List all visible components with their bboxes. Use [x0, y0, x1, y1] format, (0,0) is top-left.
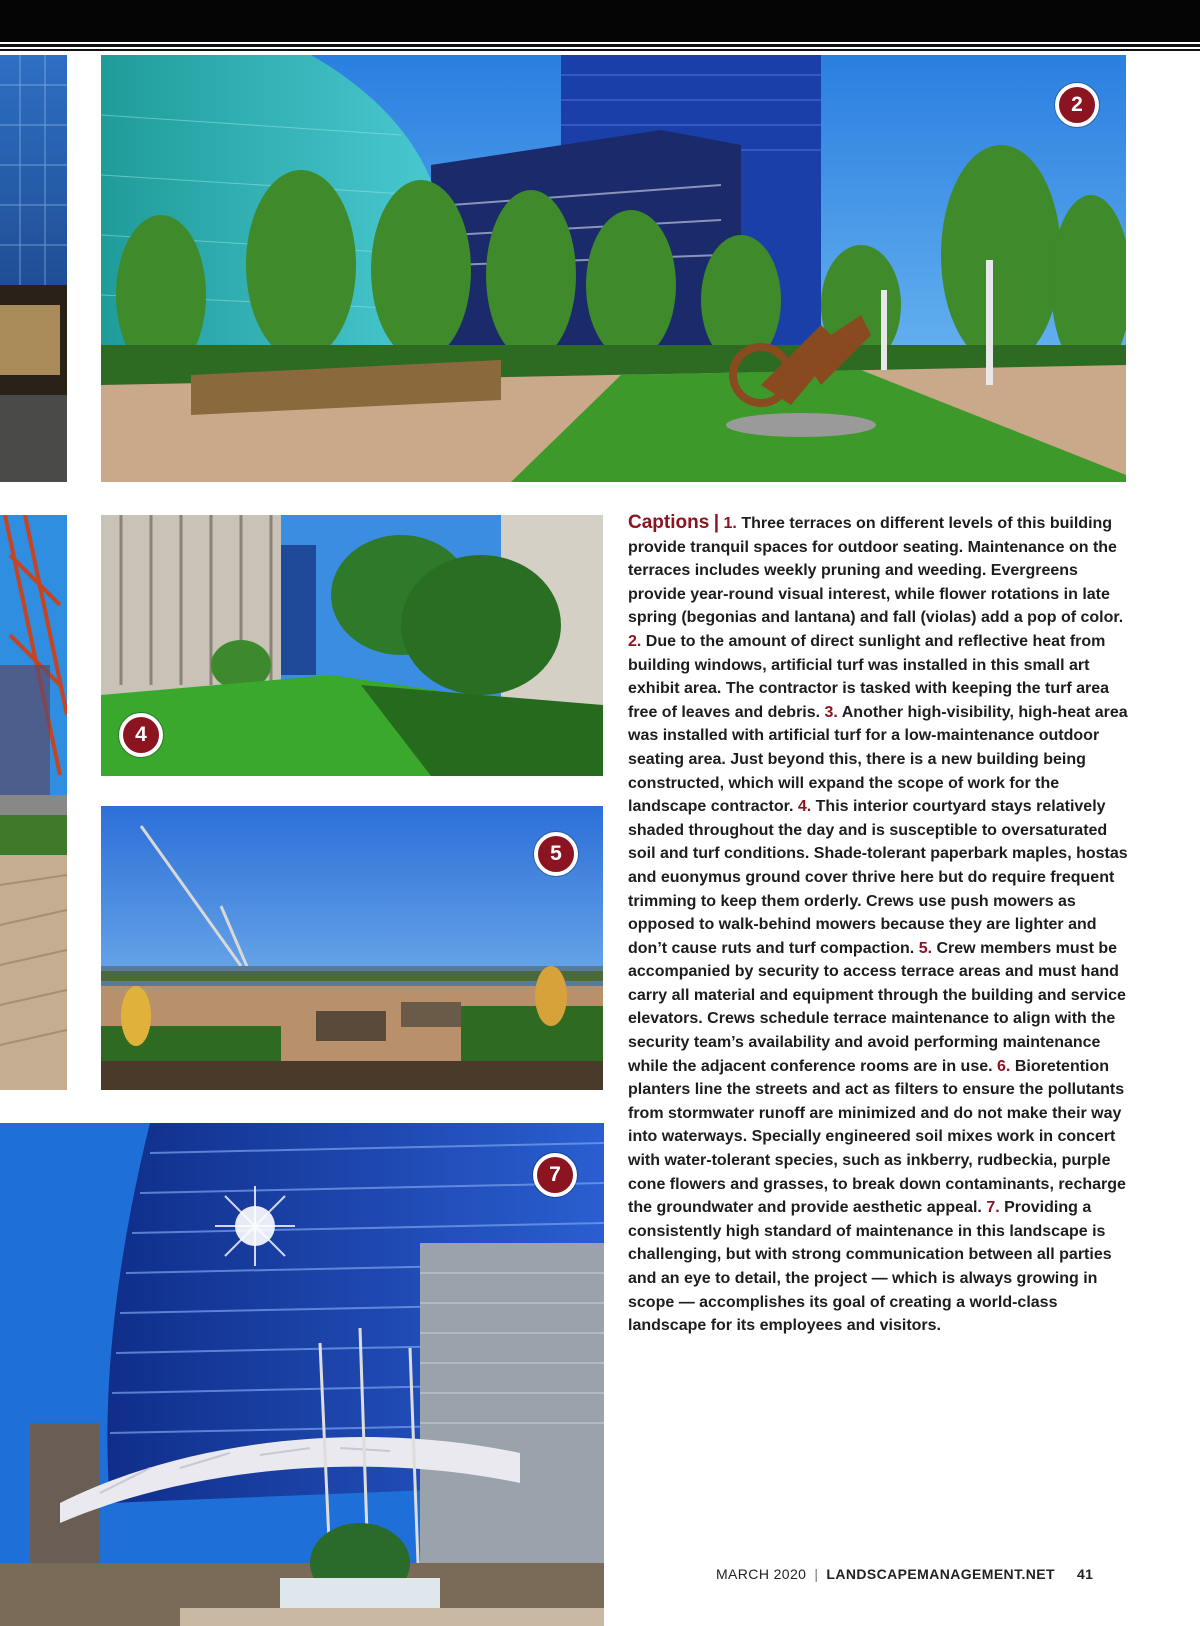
photo-number-badge: 7	[533, 1153, 577, 1197]
header-rule-thin	[0, 49, 1200, 51]
photo-left-edge-top	[0, 55, 67, 482]
photo-rooftop-terrace	[101, 806, 603, 1090]
website-link[interactable]: LANDSCAPEMANAGEMENT.NET	[826, 1566, 1055, 1582]
page-footer	[716, 1566, 1093, 1582]
captions-text-block	[628, 511, 1128, 1338]
photo-office-tower-entrance	[0, 1123, 604, 1626]
caption-text: Providing a consistently high standard of maintenance in this landscape is challenging, but with strong communication between all parties and an eye to detail, the project — which is always growing in scope — accomplishes its goal of creating a world-class landscape for its employees and visitors.	[628, 1199, 1112, 1335]
caption-number: 3.	[824, 703, 838, 721]
caption-text: Bioretention planters line the streets and act as filters to ensure the pollutants from stormwater runoff are minimized and do not make their way into waterways. Specially engineered soil mixes work in concert with water-tolerant species, such as inkberry, rudbeckia, purple cone flowers and grasses, to break down contaminants, recharge the groundwater and provide aesthetic appeal.	[628, 1057, 1126, 1217]
caption-text: Crew members must be accompanied by security to access terrace areas and must hand carry all material and equipment through the building and service elevators. Crews schedule terrace maintenance to align with the security team’s availability and avoid performing maintenance while the adjacent conference rooms are in use.	[628, 939, 1126, 1075]
caption-number: 4.	[797, 798, 812, 816]
footer-separator: |	[814, 1566, 819, 1582]
page-number: 41	[1076, 1566, 1094, 1582]
caption-number: 2.	[628, 632, 642, 650]
caption-text: This interior courtyard stays relatively shaded throughout the day and is susceptible to oversaturated soil and turf conditions. Shade-tolerant paperbark maples, hostas and euonymus ground cover thrive here but do require frequent trimming to keep them orderly. Crews use push mowers as opposed to walk-behind mowers because they are lighter and don’t cause ruts and turf compaction.	[628, 798, 1128, 957]
caption-text: Another high-visibility, high-heat area was installed with artificial turf for a low-maintenance outdoor seating area. Just beyond this, there is a new building being constructed, which will expand the scope of work for the landscape contractor.	[628, 703, 1128, 816]
caption-text: Due to the amount of direct sunlight and reflective heat from building windows, artificial turf was installed in this small art exhibit area. The contractor is tasked with keeping the turf area free of leaves and debris.	[628, 632, 1110, 721]
caption-number: 5.	[918, 939, 933, 957]
photo-left-edge-crane	[0, 515, 67, 1090]
caption-number: 6.	[997, 1057, 1011, 1075]
caption-text: Three terraces on different levels of this building provide tranquil spaces for outdoor seating. Maintenance on the terraces includes weekly pruning and weeding. Evergreens provide year-round visual interest, while flower rotations in late spring (begonias and lantana) and fall (violas) add a pop of color.	[628, 515, 1124, 627]
top-black-bar	[0, 0, 1200, 42]
caption-number: 7.	[986, 1199, 1000, 1217]
photo-number-badge: 5	[534, 832, 578, 876]
caption-number: 1.	[723, 515, 737, 532]
photo-number-badge: 4	[119, 713, 163, 757]
photo-number-badge: 2	[1055, 83, 1099, 127]
header-rule	[0, 44, 1200, 47]
captions-divider: |	[713, 512, 720, 533]
photo-terrace-art-exhibit	[101, 55, 1126, 482]
captions-heading: Captions	[628, 512, 710, 533]
photo-interior-courtyard	[101, 515, 603, 776]
issue-date: MARCH 2020	[716, 1566, 807, 1582]
